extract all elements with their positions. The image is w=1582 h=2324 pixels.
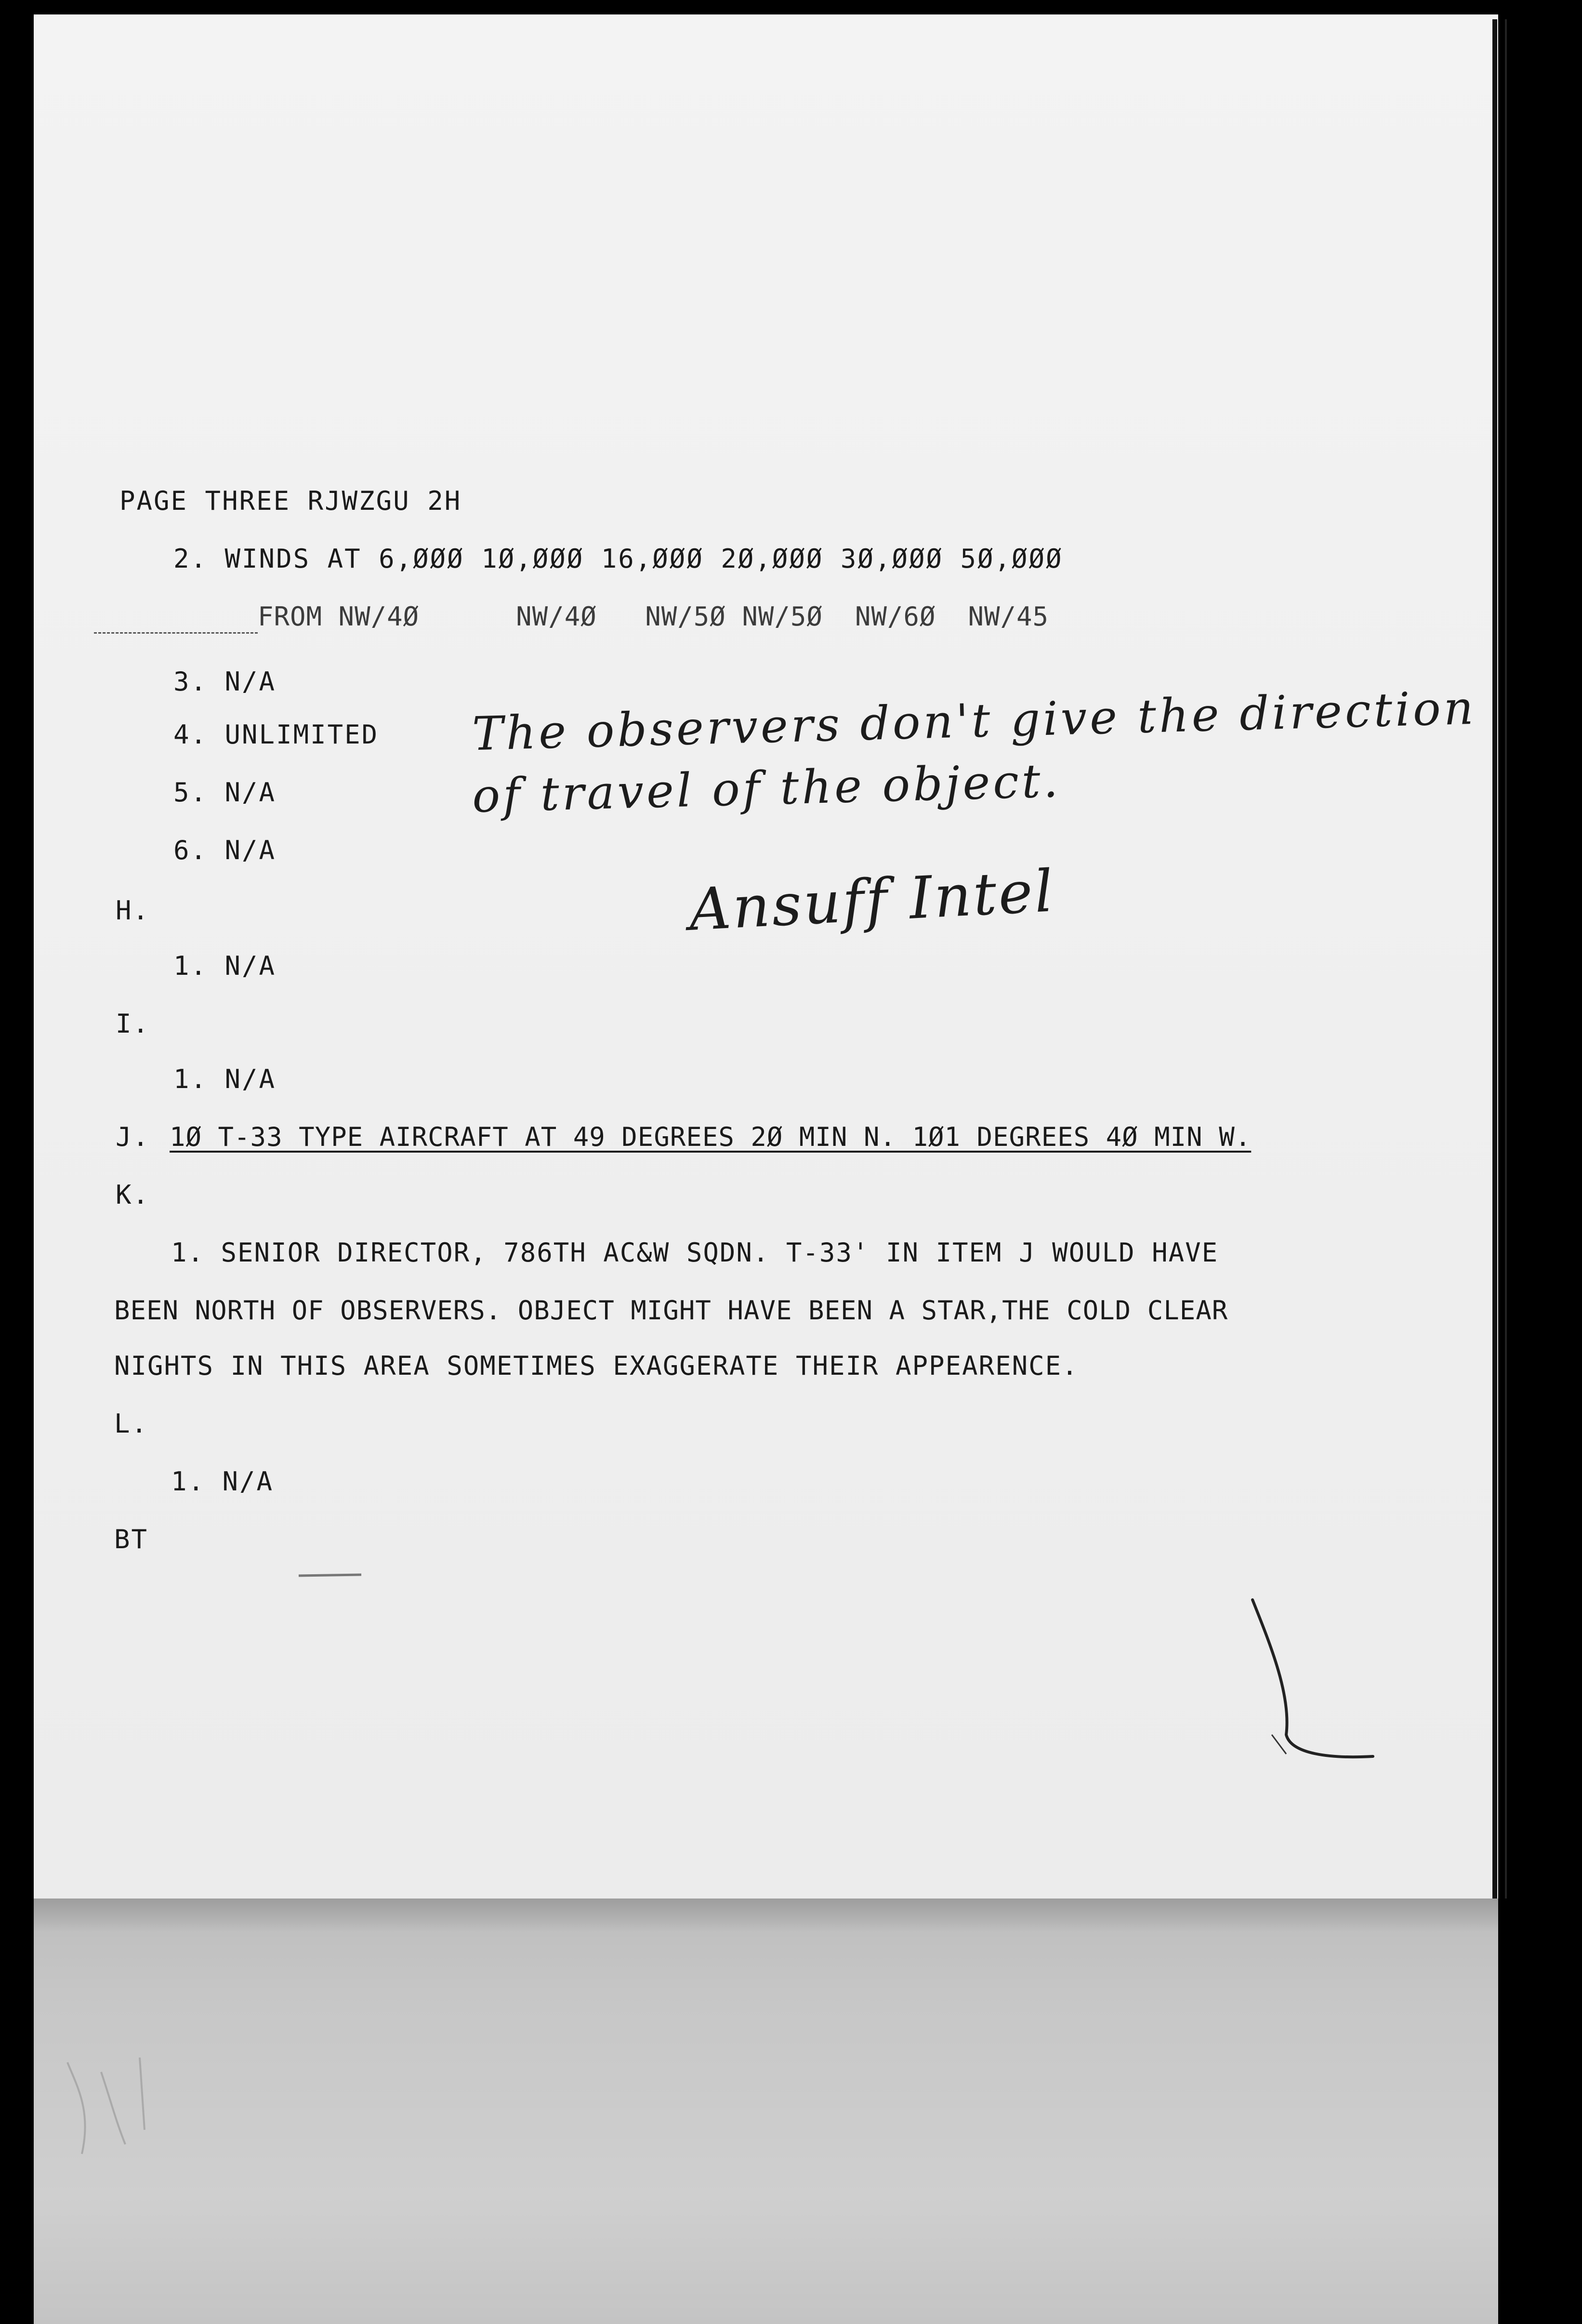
handwritten-note-line-1: The observers don't give the direction	[471, 680, 1477, 761]
handwritten-note-line-2: of travel of the object.	[471, 754, 1062, 823]
section-j-text: 1Ø T-33 TYPE AIRCRAFT AT 49 DEGREES 2Ø MIN N. 1Ø1 DEGREES 4Ø MIN W.	[170, 1122, 1252, 1152]
item-5: 5. N/A	[173, 777, 277, 808]
handwritten-signature: Ansuff Intel	[687, 858, 1057, 944]
section-j-label: J.	[116, 1122, 150, 1152]
section-k-label: K.	[116, 1180, 150, 1210]
winds-line: 2. WINDS AT 6,ØØØ 1Ø,ØØØ 16,ØØØ 2Ø,ØØØ 3Ø,ØØØ 5Ø,ØØØ	[173, 544, 1063, 574]
winds-from-line: FROM NW/4Ø NW/4Ø NW/5Ø NW/5Ø NW/6Ø NW/45	[258, 601, 1049, 632]
section-l-label: L.	[114, 1408, 149, 1439]
end-marker: BT	[114, 1524, 149, 1554]
section-i-label: I.	[116, 1009, 150, 1039]
section-i-item: 1. N/A	[173, 1064, 277, 1094]
item-3: 3. N/A	[173, 666, 277, 697]
item-4: 4. UNLIMITED	[173, 719, 379, 750]
section-l-item: 1. N/A	[171, 1466, 274, 1497]
page-header: PAGE THREE RJWZGU 2H	[119, 486, 462, 516]
section-k-line-2: BEEN NORTH OF OBSERVERS. OBJECT MIGHT HAVE BEEN A STAR,THE COLD CLEAR	[114, 1295, 1228, 1326]
section-h-item: 1. N/A	[173, 951, 277, 981]
item-6: 6. N/A	[173, 835, 277, 865]
section-k-line-3: NIGHTS IN THIS AREA SOMETIMES EXAGGERATE THEIR APPEARENCE.	[114, 1351, 1079, 1381]
section-k-line-1: 1. SENIOR DIRECTOR, 786TH AC&W SQDN. T-33' IN ITEM J WOULD HAVE	[171, 1237, 1219, 1268]
section-h-label: H.	[116, 895, 150, 926]
